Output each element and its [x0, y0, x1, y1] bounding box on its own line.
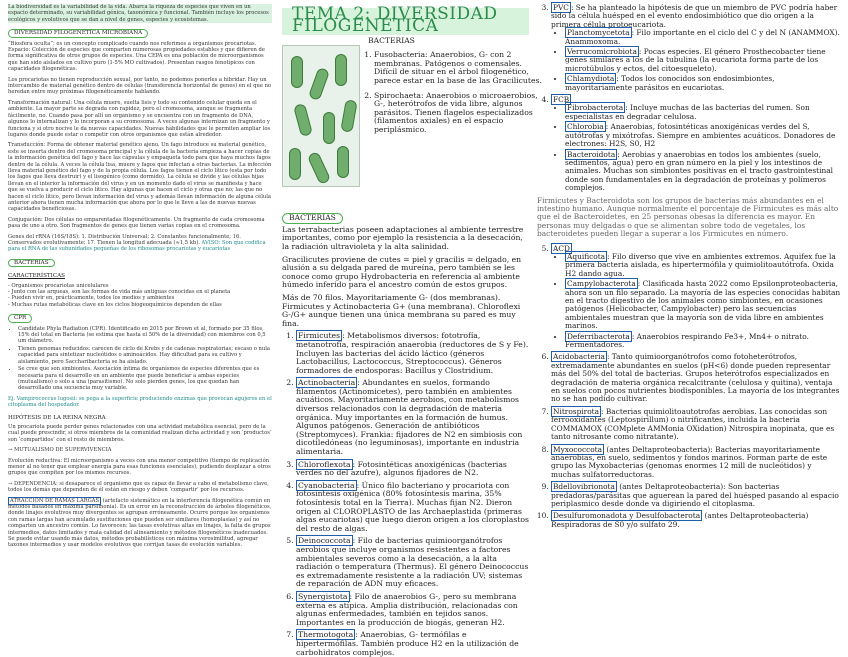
- ramas-largas: ATRACCIÓN DE RAMAS LARGAS (artefacto sistemático en la interferencia filogenética común en métodos basados en máxima parsimonia). Es un error en la reconstrucción de árboles filogenéticos, donde linajes evolutivos muy divergentes se agrupan erróneamente. Ocurre porque los organismos con ramas largas han acumulado sustituciones que pueden ser similares (homoplasias) y así no comparten un ancestro común. Lo favorecen: las tasas evolutivas altas en linajes, la falta de grupos intermedios, datos limitados y mala calidad del alineamiento y métodos filogenéticos inadecuados. Se puede evitar usando más datos, métodos probabilísticos con máxima verosimilitud, agregar taxones intermedios y usar modelos evolutivos que corrijan tasas de evolución variables.: [8, 497, 272, 549]
- list-item-desulfuromonadota: 10. Desulfuromonadota y Desulfobacterota (antes Deltaproteobacteria) Respiradoras de S0 y/o sulfato 29.: [551, 512, 842, 529]
- caracteristicas-label: CARACTERÍSTICAS: [8, 273, 66, 280]
- bacterias-label: BACTERIAS: [8, 259, 272, 267]
- bacteria-section: [282, 36, 542, 209]
- terrabacterias-paragraph: Las terrabacterias poseen adaptaciones al ambiente terrestre importantes, como por ejemplo la resistencia a la desecación, la radiación ultravioleta y la alta salinidad.: [282, 224, 524, 251]
- list-item-acd: 5. ACD • Aquificota : Filo diverso que vive en ambientes extremos. Aquifex fue la primera bacteria aislada, es hipertermófila y quimiolitoautótrofa. Oxida H2 dando agua. • Campylobacterota : Clasificada hasta 2022 como Epsilonproteobacteria, ahora son un filo separado. La mayoría de las especies conocidas habitan en el tracto digestivo de los animales como simbiontes, en ocasiones patógenos (Helicobacter, Campylobacter) pero las secuencias ambientales muestran que la mayoría son de vida libre en ambientes marinos. • Deferribacterota : Anaerobios respirando Fe3+, Mn4+ o nitrato. Fermentadores.: [551, 245, 842, 350]
- list-item-nitrospirota: 7. Nitrospirota : Bacterias quimiolitoautotrofas aerobias. Las conocidas son ferrooxidantes (Leptospirillum) o nitrificantes, incluida la bacteria COMMAMOX (COMplete AMMonia OXidation) Nitrospira inopinata, que es tanto nitrosante como nitratante).: [551, 408, 842, 442]
- dependencia-line: → DEPENDENCIA: si desaparece el organismo que es capaz de llevar a cabo el metabolismo clave, todos los demás que dependen de él están en riesgo y deben ‘compartir’ por los recursos.: [8, 480, 269, 494]
- reina-negra-paragraph: Un procariota puede perder genes relacionados con una actividad metabólica esencial, pero de la cual puede prescindir, si otros miembros de la comunidad realizan dicha actividad y son ‘productos’ son ‘compartidos’ con el resto de miembros.: [8, 423, 272, 443]
- middle-column: [278, 0, 542, 657]
- reina-negra-title: HIPÓTESIS DE LA REINA NEGRA: [8, 414, 106, 421]
- list-item: 3. Chloroflexota : Fotosintéticas anoxigénicas (bacterias verdes no del azufre), algunos fijadores de N2.: [296, 461, 529, 478]
- paragraph-hidden-biosphere: “Biosfera oculta”: es un concepto complicado cuando nos referimos a organismos procariotas. Espacio: Colección de especies que comparten numerosas propiedades estables y que difieren de forma significativa de otros grupos de especies. Una CEPA es una población de microorganismos que han sido aislados en cultivo puro (1-5% MO cultivados). Presentan rasgos fenotípicos con capacidades filogenéticas.: [8, 40, 265, 73]
- cpr-list: • Candidate Phyla Radiation (CPR). Identificado en 2015 por Brown et al, formado por 35 filos, 15% del total en Bacteria (se estima que hasta el 50% de la diversidad) con miembros con 0,5 um diámetro. • Tienen genomas reducidos: carecen de ciclo de Krebs y de cadenas respiratorias; escaso o nula capacidad para sintetizar nucleótidos o aminoácidos. Hay dificultad para su cultivo y aislamiento, pero Saccharibacteria se ha aislado. • Se cree que son simbiontes. Asociación íntima de organismos de especies diferentes que es necesaria para el desarrollo en un ambiente que puede beneficiar a ambas especies (mutualismo) o solo a una (parasitismo). No solo pierden genes, los que quedan han desarrollado una secuencia muy variable.: [18, 326, 272, 392]
- paragraph-transduction: Transducción: Forma de obtener material genético ajeno. Un fago introduce su material genético, este se inserta dentro del cromosoma principal y la célula de la bacteria empieza a hacer copias de la información genética del fago y hace las cápsulas y empaqueta todo para que haya muchos fagos dentro de la célula. A veces la célula lisa, muere y fagos que infectan a otras bacterias. La infección lleva material genético del fago y de la propia célula. Los fagos tienen el ciclo lítico (esta por todo los fagos que lleva destruir) y el lisogénico (como dormido). La célula se divide y las células hijas llevan en el interior la información del virus y en un momento dado el virus se manifiesta y hace que se vuelva a producir el ciclo lítico. Hay algunas que hacen el ciclo y otras que no; las que no hacen el ciclo lítico, pero llevan información del virus y además llevan información de alguna célula anterior ahora tienen mucha información que ahora por lo que le lleve a las de nuevas nuevas capacidades beneficiosas.: [8, 142, 272, 213]
- gut-microbiota-note: Firmicutes y Bacteroidota son los grupos de bacterias más abundantes en el intestino humano. Aunque normalmente el porcentaje de Firmicutes es más alto que el de Bacteroidetes, en 25 personas obesas la diferencia es mayor. En personas muy delgadas o que se alimentan sobre todo de vegetales, los bacteroidetes pueden llegar a superar a los Firmicutes en número.: [537, 195, 839, 239]
- list-item-fcb: 4. FCB • Fibrobacterota : Incluye muchas de las bacterias del rumen. Son especialistas en degradar celulosa. • Chlorobia : Anaerobias, fotosintéticas anoxigénicas verdes del S, autótrofas y mixótrofas. Siempre en ambientes acuáticos. Donadores de electrones: H2S, S0, H2 • Bacteroidota : Aerobias y anaerobias en todos los ambientes (suelo, sedimentos, agua) pero en gran número en la piel y los intestinos de animales. Muchas son simbiontes positivas en el tracto gastrointestinal donde son fundamentales en la degradación de proteínas y polímeros complejos.: [551, 96, 842, 192]
- phyla-list-continued-2: [537, 245, 842, 530]
- list-item-pvc: 3. PVC : Se ha planteado la hipótesis de que un miembro de PVC podría haber sido la célula huésped en el evento endosimbiótico que dio origen a la primera célula protoeucariota. • Planctomycetota : Filo importante en el ciclo del C y del N (ANAMMOX). Anammoxoma. • Verrucomicrobiota : Pocas especies. El género Prosthecobacter tiene genes similares a los de la tubulina (la eucariota forma parte de los microtúbulos y ectos, del citoesqueleto). • Chlamydiota : Todos los conocidos son endosimbiontes, mayoritariamente parásitos en eucariotas.: [551, 4, 842, 92]
- gracilicutes-paragraph: Gracilicutes proviene de cutes = piel y gracilis = delgado, en alusión a su delgada pared de mureína, pero también se les conoce como grupo Hydrobacteria en referencia al ambiente húmedo inferido para el ancestro común de estos grupos.: [282, 254, 522, 290]
- section-title-microbial: DIVERSIDAD FILOGENÉTICA MICROBIANA: [8, 29, 272, 37]
- bacteria-list: 1. Fusobacteria: Anaerobios, G- con 2 membranas. Patógenos o comensales. Difícil de situar en el árbol filogenético, parece estar en la base de las Gracilicutes. 2. Spirochaeta: Anaerobios o microaerobios, G-, heterótrofos de vida libre, algunos parásitos. Tienen flagelos especializados (filamentos axiales) en el espacio periplásmico.: [360, 51, 542, 140]
- intro-paragraph: La biodiversidad es la variabilidad de la vida. Abarca la riqueza de especies que viven en un espacio determinado, su variabilidad génica, taxonómica y funcional. También incluye los procesos ecológicos y evolutivos que se dan a nivel de genes, especies y ecosistemas.: [8, 4, 272, 23]
- list-item: 2. Actinobacteria : Abundantes en suelos, formando filamentos (Actinomicetes), pero también en ambientes acuáticos. Mayoritariamente aerobios, con metabolismos diversos relacionados con la degradación de materia orgánica. Muy importantes en la formación de humus. Algunos patógenos. Generación de antibióticos (Streptomyces). Frankia: fijadores de N2 en simbiosis con dicotiledóneas (no leguminosas), importante en industria alimentaria.: [296, 379, 529, 456]
- list-item-acidobacteria: 6. Acidobacteria : Tanto quimioorganótrofos como fotoheterótrofos, extremadamente abundantes en suelos (pH<6) donde pueden representar más del 50% del total de bacterias. Grupos heterótrofos especializados en degradación de materia orgánica recalcitrante (celulosa y quitina), ventaja en suelos con pocos nutrientes biodisponibles. La mayoría de los integrantes no se han podido cultivar.: [551, 353, 842, 403]
- filos-paragraph: Más de 70 filos. Mayoritariamente G- (dos membranas). Firmicutes y Actinobacteria G+ (una membrana). Chloroflexi G-/G+ aunque tienen una única membrana su pared es muy fina.: [282, 292, 521, 328]
- phyla-list: [282, 332, 529, 657]
- paragraph-reproduction: Los procariotas no tienen reproducción sexual, por tanto, no podemos ponerles a hibridar. Hay un intercambio de material genético dentro de células (transferencia horizontal de genes) en el que no heredan entre muy próximas filogenéticamente hablando.: [8, 76, 272, 96]
- rrna-note: AVISO: Son que codifica para el RNA de las subunidades pequeñas de los ribosomas procariotas y eucariotas: [8, 240, 266, 253]
- paragraph-conjugation: Conjugación: Dos células no emparentadas filogenéticamente. Un fragmento de cada cromosoma pasa de uno a otro. Son fragmentos de genes que tienen varias copias en el cromosoma.: [8, 216, 265, 230]
- list-item: 5. Deinococcota : Filo de bacterias quimioorganótrofos aerobios que incluye organismos resistentes a factores ambientales severos como a la desecación, a la alta radiación o temperatura (Thermus). El género Deinococcus es extremadamente resistente a la radiación UV; sistemas de reparación de ADN muy eficaces.: [296, 537, 529, 589]
- bacteria-image: [282, 45, 360, 187]
- paragraph-rrna: Genes del rRNA (16S/18S): 1. Distribución Universal; 2. Constantes funcionalmente; 16. Conservados evolutivamente; 17. Tienen la longitud adecuada (≈1,5 kb). AVISO: Son que codifica para el RNA de las subunidades pequeñas de los ribosomas procariotas y eucariotas: [8, 233, 266, 253]
- bacterias-heading: BACTERIAS: [368, 36, 415, 46]
- right-column: [533, 0, 848, 600]
- list-item: 1. Firmicutes : Metabolismos diversos: fototrofía, metanotrofía, respiración anaerobia (reductores de S y Fe). Incluyen las bacterias del ácido láctico (géneros Lactobacillus, Lactococcus, Streptococcus). Géneros formadores de endosporas: Bacillus y Clostridium.: [296, 332, 529, 375]
- paragraph-transformation: Transformación natural: Una célula muere, suelta lisis y todo su contenido celular queda en el ambiente. La mayor parte se degrada con rapidez, pero el cromosoma, aunque se fragmenta fácilmente, no. Cuando pasa por allí un organismo y se encuentra con un fragmento de DNA, algunos lo internalizan y lo incorporan a su cromosoma. A veces algunas internizan un fragmento y funciona y si otro nocive le da nuevas capacidades. Nuevas habilidades que le permiten ampliar los lugares donde puede estar o competir con otros organismos que están alrededor.: [8, 99, 271, 138]
- vampirococcus-example: Ej. Vampirococcus lugosii: se pega a la superficie produciendo enzimas que provocan agujeros en el citoplasma del hospedador.: [8, 395, 272, 409]
- bacterias-oval: BACTERIAS: [282, 213, 343, 224]
- evolucion-reductiva: Evolución reductiva: El microorganismo a veces con una menor competitivo (tiempo de replicación menor al no tener que emplear energía para esas funciones esenciales), pudiendo desplazar a otros grupos que compiten por los mismos recursos.: [8, 457, 271, 477]
- list-item-myxococcota: 8. Myxococcota (antes Deltaproteobacteria): Bacterias mayoritariamente anaerobias, en suelo, sedimentos y fondos marinos. Forman parte de este grupo las Myxobacterias (genomas enormes 12 mill de nucleótidos) y muchas sulfatorreductoras.: [551, 446, 842, 480]
- left-column: [0, 0, 278, 600]
- list-item-bdellovibrionota: 9. Bdellovibrionota (antes Deltaproteobacteria): Son bacterias predadoras/parásitas que aguerean la pared del huésped pasando al espacio periplasmico desde donde va digiriendo el citoplasma.: [551, 483, 842, 508]
- mutualismo-line: → MUTUALISMO DE SUPERVIVENCIA: [8, 447, 112, 454]
- list-item: 6. Synergistota : Filo de anaerobios G-, pero su membrana externa es atípica. Amplia distribución, relacionadas con algunas enfermedades, también en tejidos sanos. Importantes en la producción de biogás, generan H2.: [296, 593, 529, 627]
- list-item: 4. Cyanobacteria : Único filo bacteriano y procariota con fotosíntesis oxigénica (80% fotosíntesis marina, 35% fotosíntesis total en la Tierra). Muchas fijan N2. Dieron origen al CLOROPLASTO de las Archaeplastida (primeras algas eucariotas) que luego dieron origen a los cloroplastos del resto de algas.: [296, 482, 529, 534]
- list-item: 7. Thermotogota : Anaerobias, G- termófilas e hipertermófilas. También produce H2 en la utilización de carbohidratos complejos.: [296, 631, 529, 657]
- caracteristicas-list: - Organismos procariotas unicelulares - Junto con las arqueas, son las formas de vida más antiguas conocidas en el planeta - Pueden vivir en, prácticamente, todos los medios y ambientes - Muchas rutas metabólicas clave en los ciclos biogeoquímicos dependen de ellas: [8, 282, 231, 308]
- page-title: TEMA 2: DIVERSIDAD FILOGENÉTICA: [282, 8, 529, 35]
- cpr-label: CPR: [8, 314, 272, 322]
- phyla-list-continued: [537, 4, 842, 193]
